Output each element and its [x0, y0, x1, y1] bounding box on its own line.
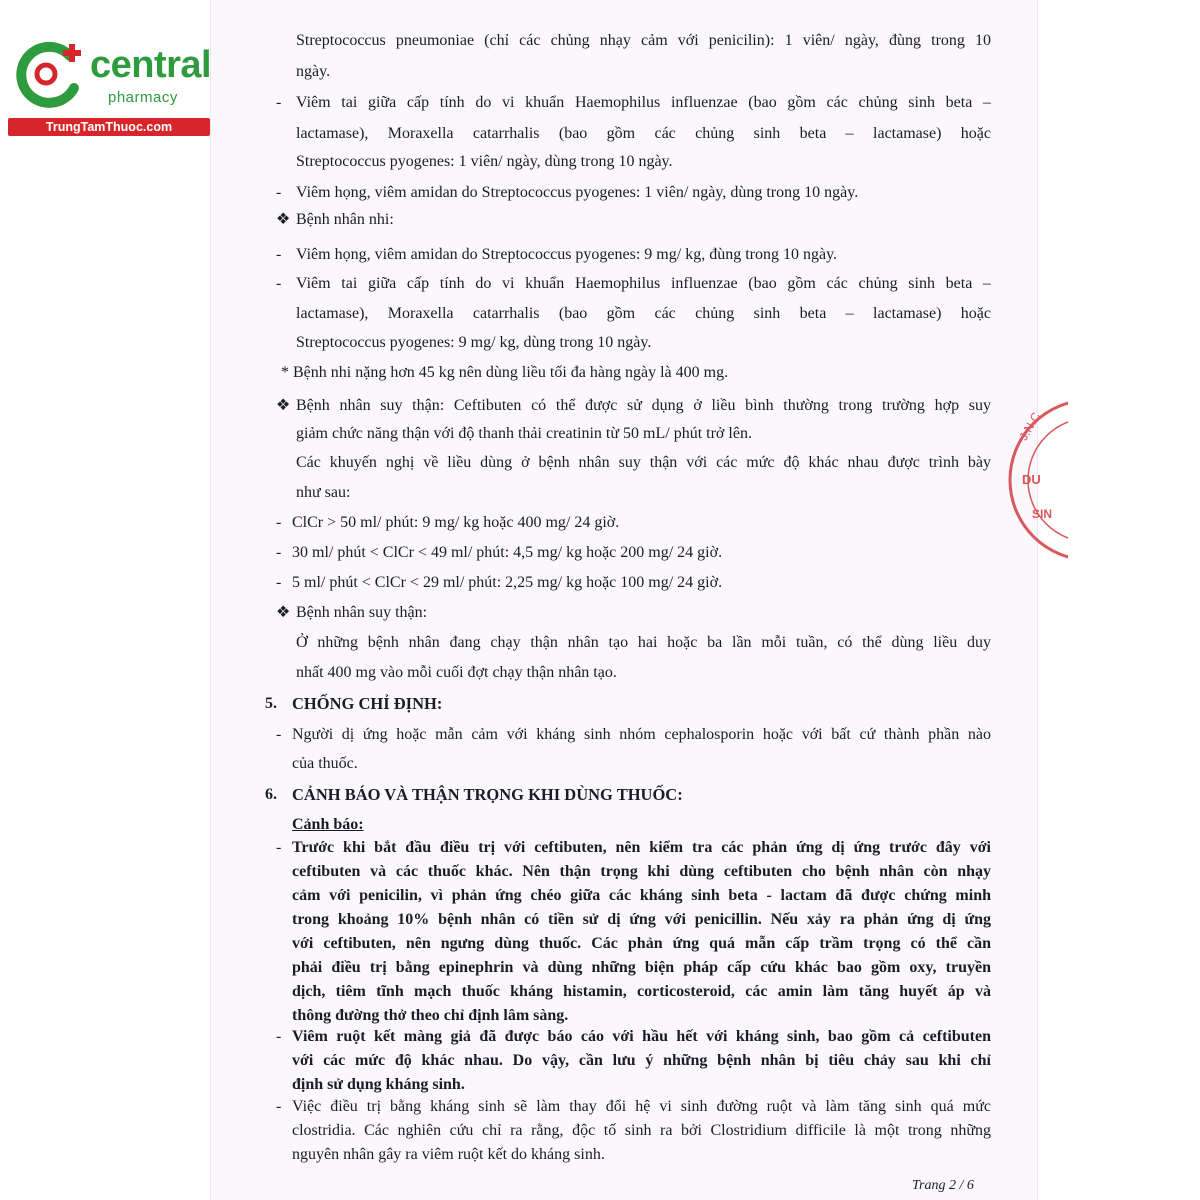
document-line: với các mức độ khác nhau. Do vậy, cần lưu ý những bệnh nhân bị tiêu chảy sau khi chỉ — [292, 1052, 991, 1069]
document-line: Ở những bệnh nhân đang chạy thận nhân tạo hai hoặc ba lần mỗi tuần, có thể dùng liều duy — [296, 634, 991, 651]
document-line: của thuốc. — [292, 755, 358, 772]
line-marker: 5. — [265, 695, 277, 712]
document-line: Bệnh nhân suy thận: Ceftibuten có thể được sử dụng ở liều bình thường trong trường hợp suy — [296, 397, 991, 414]
red-stamp-seal — [1008, 390, 1068, 570]
line-marker: - — [276, 544, 282, 561]
document-line: ClCr > 50 ml/ phút: 9 mg/ kg hoặc 400 mg/ 24 giờ. — [292, 514, 620, 531]
document-line: * Bệnh nhi nặng hơn 45 kg nên dùng liều tối đa hàng ngày là 400 mg. — [281, 364, 729, 381]
document-line: nhất 400 mg vào mỗi cuối đợt chạy thận nhân tạo. — [296, 664, 617, 681]
logo-subtitle: pharmacy — [108, 89, 178, 106]
stamp-text-mid: DU — [1022, 472, 1041, 487]
document-line: Các khuyến nghị về liều dùng ở bệnh nhân suy thận với các mức độ khác nhau được trình bày — [296, 454, 991, 471]
document-line: lactamase), Moraxella catarrhalis (bao gồm các chủng sinh beta – lactamase) hoặc — [296, 305, 991, 322]
document-line: dịch, tiêm tĩnh mạch thuốc kháng histamin, corticosteroid, các amin làm tăng huyết áp và — [292, 983, 991, 1000]
line-marker: - — [276, 1028, 282, 1045]
document-line: Streptococcus pneumoniae (chỉ các chủng nhạy cảm với penicilin): 1 viên/ ngày, đùng trong 10 — [296, 32, 991, 49]
line-marker: ❖ — [276, 604, 291, 621]
logo-emblem-icon — [12, 36, 90, 114]
line-marker: - — [276, 574, 282, 591]
line-marker: ❖ — [276, 211, 291, 228]
line-marker: - — [276, 726, 282, 743]
document-line: Viêm tai giữa cấp tính do vi khuẩn Haemophilus influenzae (bao gồm các chủng sinh beta – — [296, 94, 991, 111]
document-line: lactamase), Moraxella catarrhalis (bao gồm các chủng sinh beta – lactamase) hoặc — [296, 125, 991, 142]
document-line: Cảnh báo: — [292, 816, 364, 833]
document-line: cảm với penicilin, vì phản ứng chéo giữa các kháng sinh beta - lactam đã được chứng minh — [292, 887, 991, 904]
document-line: Bệnh nhân suy thận: — [296, 604, 428, 621]
document-line: Trước khi bắt đầu điều trị với ceftibuten, nên kiểm tra các phản ứng dị ứng trước đây với — [292, 839, 991, 856]
document-line: định sử dụng kháng sinh. — [292, 1076, 465, 1093]
document-line: Việc điều trị bằng kháng sinh sẽ làm thay đổi hệ vi sinh đường ruột và làm tăng sinh quá mức — [292, 1098, 991, 1115]
line-marker: - — [276, 94, 282, 111]
document-line: thông đường thở theo chỉ định lâm sàng. — [292, 1007, 569, 1024]
document-line: như sau: — [296, 484, 351, 501]
document-line: 5 ml/ phút < ClCr < 29 ml/ phút: 2,25 mg/ kg hoặc 100 mg/ 24 giờ. — [292, 574, 723, 591]
pharmacy-logo[interactable] — [8, 36, 213, 136]
page-number: Trang 2 / 6 — [912, 1178, 974, 1193]
logo-site-url[interactable]: TrungTamThuoc.com — [8, 118, 210, 136]
section-heading: CẢNH BÁO VÀ THẬN TRỌNG KHI DÙNG THUỐC: — [292, 785, 683, 804]
line-marker: - — [276, 514, 282, 531]
section-heading: CHỐNG CHỈ ĐỊNH: — [292, 694, 443, 713]
document-line: phải điều trị bằng epinephrin và dùng những biện pháp cấp cứu khác bao gồm oxy, truyền — [292, 959, 991, 976]
document-line: Viêm ruột kết màng giả đã được báo cáo với hầu hết với kháng sinh, bao gồm cả ceftibuten — [292, 1028, 991, 1045]
document-line: Viêm họng, viêm amidan do Streptococcus pyogenes: 9 mg/ kg, đùng trong 10 ngày. — [296, 246, 838, 263]
document-line: clostridia. Các nghiên cứu chỉ ra rằng, độc tố sinh ra bởi Clostridium difficile là một trong những — [292, 1122, 991, 1139]
line-marker: - — [276, 1098, 282, 1115]
line-marker: ❖ — [276, 397, 291, 414]
document-line: giảm chức năng thận với độ thanh thải creatinin từ 50 mL/ phút trở lên. — [296, 425, 752, 442]
document-line: nguyên nhân gây ra viêm ruột kết do kháng sinh. — [292, 1146, 605, 1163]
document-line: trong khoảng 10% bệnh nhân có tiền sử dị ứng với penicillin. Nếu xảy ra phản ứng dị ứng — [292, 911, 991, 928]
stamp-text-top: J.N.C — [1016, 409, 1044, 443]
document-line: Người dị ứng hoặc mẫn cảm với kháng sinh nhóm cephalosporin hoặc với bất cứ thành phần nào — [292, 726, 991, 743]
document-line: Viêm tai giữa cấp tính do vi khuẩn Haemophilus influenzae (bao gồm các chủng sinh beta – — [296, 275, 991, 292]
line-marker: 6. — [265, 786, 277, 803]
line-marker: - — [276, 246, 282, 263]
document-line: Streptococcus pyogenes: 1 viên/ ngày, dùng trong 10 ngày. — [296, 153, 673, 170]
stamp-text-low: SIN — [1032, 507, 1053, 521]
document-line: Bệnh nhân nhi: — [296, 211, 394, 228]
line-marker: - — [276, 184, 282, 201]
document-line: 30 ml/ phút < ClCr < 49 ml/ phút: 4,5 mg/ kg hoặc 200 mg/ 24 giờ. — [292, 544, 723, 561]
document-line: ngày. — [296, 63, 331, 80]
logo-wordmark: central — [90, 44, 212, 86]
line-marker: - — [276, 275, 282, 292]
document-line: ceftibuten và các thuốc khác. Nên thận trọng khi dùng ceftibuten cho bệnh nhân còn nhạy — [292, 863, 991, 880]
document-line: với ceftibuten, nên ngưng dùng thuốc. Các phản ứng quá mẫn cấp trầm trọng có thể cần — [292, 935, 991, 952]
line-marker: - — [276, 839, 282, 856]
document-line: Streptococcus pyogenes: 9 mg/ kg, dùng trong 10 ngày. — [296, 334, 652, 351]
document-line: Viêm họng, viêm amidan do Streptococcus pyogenes: 1 viên/ ngày, dùng trong 10 ngày. — [296, 184, 859, 201]
